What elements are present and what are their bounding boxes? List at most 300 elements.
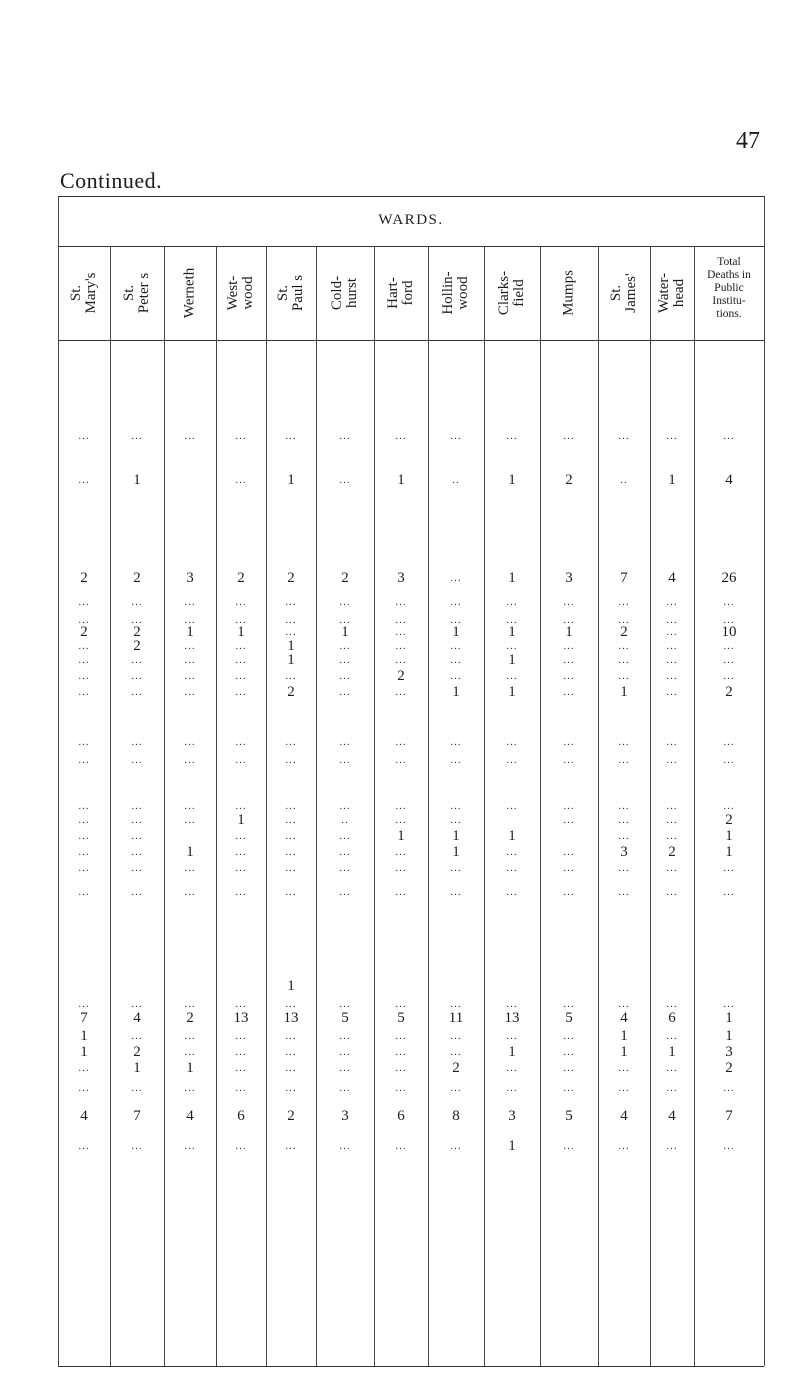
table-cell: ...: [666, 1062, 678, 1074]
table-cell: ...: [395, 846, 407, 858]
table-cell: ...: [395, 686, 407, 698]
table-cell: 13: [283, 1010, 299, 1026]
table-cell: ...: [723, 640, 735, 652]
table-cell: ...: [285, 814, 297, 826]
table-cell: 4: [620, 1010, 628, 1026]
column-header-label: St. Peter s: [121, 272, 152, 314]
table-cell: ...: [235, 640, 247, 652]
table-cell: 5: [397, 1010, 405, 1026]
table-cell: ...: [450, 654, 462, 666]
table-cell: ...: [450, 430, 462, 442]
table-cell: ...: [450, 886, 462, 898]
table-cell: 13: [233, 1010, 249, 1026]
column-header-label: Werneth: [181, 267, 198, 319]
column-header-9: [540, 248, 598, 338]
table-cell: ...: [235, 754, 247, 766]
table-cell: ...: [395, 736, 407, 748]
table-cell: ...: [506, 596, 518, 608]
table-cell: ...: [450, 800, 462, 812]
table-cell: ...: [723, 654, 735, 666]
table-cell: ...: [666, 1030, 678, 1042]
table-cell: ...: [666, 800, 678, 812]
table-cell: ...: [618, 640, 630, 652]
table-cell: ...: [184, 998, 196, 1010]
table-cell: ...: [285, 1046, 297, 1058]
column-header-6: [374, 248, 428, 338]
table-cell: ...: [563, 862, 575, 874]
table-cell: 1: [452, 684, 460, 700]
table-cell: ...: [339, 754, 351, 766]
table-cell: 1: [508, 624, 516, 640]
table-cell: 1: [397, 472, 405, 488]
table-cell: ...: [131, 800, 143, 812]
table-cell: ...: [184, 640, 196, 652]
table-cell: ...: [563, 814, 575, 826]
table-cell: ...: [506, 846, 518, 858]
table-cell: ...: [666, 862, 678, 874]
table-cell: ...: [285, 596, 297, 608]
table-cell: 1: [620, 1044, 628, 1060]
table-cell: ...: [131, 686, 143, 698]
table-cell: ...: [506, 640, 518, 652]
column-header-label: Cold- hurst: [329, 275, 360, 311]
table-cell: ...: [285, 886, 297, 898]
table-cell: 2: [133, 1044, 141, 1060]
table-cell: ...: [395, 596, 407, 608]
table-cell: ...: [285, 1062, 297, 1074]
table-cell: ...: [131, 596, 143, 608]
table-cell: ...: [618, 1062, 630, 1074]
table-cell: ...: [131, 754, 143, 766]
table-cell: 2: [80, 570, 88, 586]
table-cell: 1: [508, 828, 516, 844]
column-header-label: West- wood: [225, 275, 256, 311]
table-cell: ...: [339, 614, 351, 626]
table-cell: ...: [506, 886, 518, 898]
table-cell: ...: [563, 654, 575, 666]
table-cell: 1: [287, 638, 295, 654]
table-cell: ...: [395, 886, 407, 898]
table-cell: ...: [235, 830, 247, 842]
table-cell: 13: [504, 1010, 520, 1026]
table-cell: ...: [723, 430, 735, 442]
table-cell: ...: [235, 474, 247, 486]
table-cell: ...: [235, 686, 247, 698]
table-cell: 1: [133, 1060, 141, 1076]
table-cell: 1: [725, 828, 733, 844]
table-cell: ...: [395, 614, 407, 626]
table-cell: 10: [721, 624, 737, 640]
table-cell: 1: [508, 684, 516, 700]
table-cell: 4: [80, 1108, 88, 1124]
table-cell: ..: [620, 474, 628, 486]
table-cell: ...: [339, 998, 351, 1010]
table-cell: 1: [508, 472, 516, 488]
table-cell: 1: [620, 1028, 628, 1044]
table-cell: ...: [666, 614, 678, 626]
table-cell: 2: [237, 570, 245, 586]
table-cell: 3: [620, 844, 628, 860]
table-cell: 2: [725, 812, 733, 828]
table-cell: ...: [339, 1062, 351, 1074]
table-cell: ...: [666, 686, 678, 698]
table-cell: ...: [395, 862, 407, 874]
column-header-3: [216, 248, 266, 338]
table-cell: ...: [235, 862, 247, 874]
table-cell: ...: [78, 1082, 90, 1094]
table-cell: 26: [721, 570, 737, 586]
table-cell: ...: [131, 430, 143, 442]
table-cell: ...: [395, 654, 407, 666]
table-cell: ...: [131, 814, 143, 826]
table-cell: 7: [133, 1108, 141, 1124]
table-cell: ...: [78, 1062, 90, 1074]
table-cell: ...: [339, 830, 351, 842]
table-cell: ...: [235, 736, 247, 748]
table-cell: ...: [723, 670, 735, 682]
table-cell: ...: [235, 1062, 247, 1074]
table-cell: 2: [341, 570, 349, 586]
table-cell: ...: [723, 800, 735, 812]
table-cell: ...: [618, 614, 630, 626]
table-cell: 2: [287, 1108, 295, 1124]
table-cell: ...: [285, 846, 297, 858]
table-cell: ...: [131, 846, 143, 858]
table-cell: 1: [80, 1028, 88, 1044]
table-cell: ...: [235, 846, 247, 858]
table-cell: 2: [668, 844, 676, 860]
table-cell: ...: [395, 626, 407, 638]
table-cell: 2: [133, 570, 141, 586]
table-cell: ...: [450, 754, 462, 766]
table-cell: ...: [450, 1030, 462, 1042]
table-cell: ...: [506, 1030, 518, 1042]
table-cell: ...: [78, 814, 90, 826]
table-cell: ...: [184, 862, 196, 874]
column-header-7: [428, 248, 484, 338]
table-cell: 3: [508, 1108, 516, 1124]
table-cell: ...: [339, 1082, 351, 1094]
column-header-label: Hollin- wood: [440, 271, 471, 315]
table-cell: ...: [563, 1030, 575, 1042]
table-cell: ...: [563, 1082, 575, 1094]
table-cell: ...: [131, 736, 143, 748]
column-header-label: Water- head: [656, 272, 687, 314]
table-right-rule: [764, 196, 765, 1366]
table-cell: ...: [131, 830, 143, 842]
table-cell: ...: [184, 1140, 196, 1152]
table-cell: ...: [563, 800, 575, 812]
table-cell: ...: [563, 596, 575, 608]
table-cell: ...: [563, 754, 575, 766]
table-cell: ...: [285, 862, 297, 874]
column-header-label: Mumps: [560, 270, 577, 316]
table-cell: ...: [723, 862, 735, 874]
table-cell: 1: [452, 624, 460, 640]
table-cell: ...: [285, 830, 297, 842]
table-cell: 1: [725, 1010, 733, 1026]
table-cell: ...: [235, 886, 247, 898]
table-cell: 2: [186, 1010, 194, 1026]
table-cell: ...: [506, 670, 518, 682]
table-cell: 3: [397, 570, 405, 586]
table-cell: ...: [78, 800, 90, 812]
table-cell: ...: [184, 670, 196, 682]
table-cell: ...: [131, 614, 143, 626]
table-cell: ..: [452, 474, 460, 486]
table-cell: 1: [508, 1044, 516, 1060]
table-cell: 2: [620, 624, 628, 640]
table-cell: ...: [450, 862, 462, 874]
table-cell: ...: [78, 736, 90, 748]
table-cell: ...: [339, 640, 351, 652]
table-cell: 1: [452, 828, 460, 844]
table-cell: 4: [186, 1108, 194, 1124]
table-cell: ...: [285, 736, 297, 748]
table-cell: ...: [563, 998, 575, 1010]
table-cell: ...: [285, 800, 297, 812]
table-cell: ...: [450, 596, 462, 608]
table-cell: 5: [565, 1108, 573, 1124]
table-cell: 2: [133, 624, 141, 640]
table-cell: ...: [450, 998, 462, 1010]
table-cell: ...: [184, 1046, 196, 1058]
table-cell: 1: [668, 1044, 676, 1060]
table-cell: 4: [668, 570, 676, 586]
table-cell: ...: [339, 654, 351, 666]
table-cell: ...: [563, 1062, 575, 1074]
column-header-1: [110, 248, 164, 338]
table-cell: ...: [235, 430, 247, 442]
continued-label: Continued.: [60, 168, 163, 193]
table-cell: ...: [723, 754, 735, 766]
table-cell: ...: [339, 430, 351, 442]
table-cell: ...: [339, 862, 351, 874]
table-cell: ...: [723, 1140, 735, 1152]
table-cell: ...: [563, 686, 575, 698]
table-cell: 1: [508, 652, 516, 668]
table-cell: ...: [666, 886, 678, 898]
column-rule: [650, 246, 651, 1366]
table-cell: ...: [666, 670, 678, 682]
wards-deaths-table: [58, 196, 764, 1368]
table-cell: 1: [237, 812, 245, 828]
table-cell: ...: [723, 886, 735, 898]
column-header-2: [164, 248, 216, 338]
table-cell: ...: [563, 846, 575, 858]
table-cell: ...: [184, 1030, 196, 1042]
table-cell: ...: [563, 430, 575, 442]
table-cell: ...: [618, 800, 630, 812]
table-cell: ...: [285, 998, 297, 1010]
table-cell: ...: [235, 654, 247, 666]
table-cell: ...: [395, 998, 407, 1010]
table-cell: ...: [395, 814, 407, 826]
table-cell: ...: [666, 1140, 678, 1152]
table-cell: ...: [131, 1140, 143, 1152]
table-cell: 3: [186, 570, 194, 586]
table-cell: ...: [666, 754, 678, 766]
table-cell: 1: [287, 472, 295, 488]
table-cell: ...: [285, 754, 297, 766]
table-cell: ...: [184, 736, 196, 748]
table-cell: 1: [341, 624, 349, 640]
table-cell: ...: [131, 1082, 143, 1094]
table-cell: ...: [395, 754, 407, 766]
table-cell: 4: [725, 472, 733, 488]
table-cell: ...: [506, 1062, 518, 1074]
table-cell: ...: [285, 626, 297, 638]
table-cell: 1: [287, 978, 295, 994]
table-cell: ...: [339, 736, 351, 748]
column-header-label: Hart- ford: [385, 277, 416, 309]
column-rule: [484, 246, 485, 1366]
table-cell: ...: [78, 430, 90, 442]
table-cell: ...: [563, 614, 575, 626]
column-rule: [316, 246, 317, 1366]
table-cell: ...: [450, 736, 462, 748]
column-rule: [110, 246, 111, 1366]
table-cell: ...: [339, 1030, 351, 1042]
table-cell: ...: [618, 736, 630, 748]
table-cell: ...: [666, 830, 678, 842]
table-cell: 4: [620, 1108, 628, 1124]
table-cell: ...: [78, 754, 90, 766]
table-cell: 1: [186, 624, 194, 640]
table-cell: ...: [666, 640, 678, 652]
table-cell: ...: [395, 1046, 407, 1058]
table-cell: 1: [287, 652, 295, 668]
page-number: 47: [736, 128, 760, 154]
column-header-8: [484, 248, 540, 338]
table-cell: ...: [618, 830, 630, 842]
table-cell: ...: [666, 596, 678, 608]
table-cell: ...: [395, 640, 407, 652]
table-cell: ...: [184, 596, 196, 608]
table-cell: 2: [565, 472, 573, 488]
table-cell: 1: [397, 828, 405, 844]
table-cell: ...: [506, 754, 518, 766]
table-cell: 1: [80, 1044, 88, 1060]
table-cell: ...: [339, 886, 351, 898]
table-cell: ...: [78, 1140, 90, 1152]
table-cell: ...: [666, 998, 678, 1010]
table-cell: ...: [285, 614, 297, 626]
table-cell: ...: [618, 862, 630, 874]
table-cell: ...: [618, 998, 630, 1010]
table-cell: ...: [131, 670, 143, 682]
table-cell: ...: [618, 1082, 630, 1094]
table-cell: 8: [452, 1108, 460, 1124]
table-cell: ...: [666, 736, 678, 748]
table-cell: ...: [235, 670, 247, 682]
table-cell: ...: [184, 614, 196, 626]
table-cell: ...: [395, 1030, 407, 1042]
table-cell: ...: [395, 1082, 407, 1094]
table-cell: ...: [666, 654, 678, 666]
table-cell: ...: [131, 1030, 143, 1042]
table-cell: ...: [285, 670, 297, 682]
table-cell: 1: [452, 844, 460, 860]
total-deaths-header: Total Deaths in Public Institu- tions.: [707, 256, 751, 320]
table-cell: ...: [618, 814, 630, 826]
table-cell: ...: [666, 430, 678, 442]
table-cell: ...: [563, 670, 575, 682]
table-cell: ...: [78, 670, 90, 682]
table-cell: 2: [725, 684, 733, 700]
table-cell: ...: [666, 1082, 678, 1094]
table-cell: 3: [341, 1108, 349, 1124]
table-cell: ...: [78, 830, 90, 842]
column-rule: [428, 246, 429, 1366]
table-cell: 1: [186, 844, 194, 860]
table-cell: ...: [184, 430, 196, 442]
table-cell: 2: [725, 1060, 733, 1076]
table-cell: 1: [668, 472, 676, 488]
table-cell: ...: [666, 626, 678, 638]
wards-title: WARDS.: [378, 212, 444, 228]
table-cell: ...: [78, 686, 90, 698]
table-cell: ...: [618, 654, 630, 666]
table-cell: ...: [723, 736, 735, 748]
column-header-label: St. James': [608, 273, 639, 313]
table-cell: ...: [506, 800, 518, 812]
table-cell: ...: [235, 596, 247, 608]
table-cell: ...: [563, 1046, 575, 1058]
table-cell: 4: [133, 1010, 141, 1026]
table-cell: ...: [339, 1046, 351, 1058]
table-cell: ...: [184, 886, 196, 898]
table-cell: 6: [668, 1010, 676, 1026]
table-cell: ...: [131, 886, 143, 898]
column-header-11: [650, 248, 694, 338]
table-cell: ...: [131, 998, 143, 1010]
table-cell: ...: [506, 862, 518, 874]
table-cell: ...: [184, 754, 196, 766]
table-cell: ...: [450, 814, 462, 826]
table-cell: 1: [565, 624, 573, 640]
table-cell: ...: [450, 1046, 462, 1058]
table-cell: 7: [80, 1010, 88, 1026]
table-cell: ...: [666, 814, 678, 826]
column-rule: [540, 246, 541, 1366]
table-cell: ...: [184, 1082, 196, 1094]
column-rule: [164, 246, 165, 1366]
table-cell: ...: [339, 670, 351, 682]
table-cell: ...: [563, 1140, 575, 1152]
table-cell: ...: [563, 736, 575, 748]
table-cell: 4: [668, 1108, 676, 1124]
table-cell: ...: [235, 1030, 247, 1042]
table-cell: 2: [287, 684, 295, 700]
table-cell: ...: [339, 474, 351, 486]
table-cell: ...: [450, 614, 462, 626]
table-cell: 3: [725, 1044, 733, 1060]
table-cell: ...: [235, 800, 247, 812]
table-cell: ...: [506, 1082, 518, 1094]
table-cell: ...: [78, 474, 90, 486]
table-cell: ...: [723, 614, 735, 626]
table-cell: ...: [618, 754, 630, 766]
table-cell: ...: [450, 572, 462, 584]
table-cell: ...: [723, 998, 735, 1010]
table-cell: ...: [285, 1030, 297, 1042]
table-cell: 6: [237, 1108, 245, 1124]
table-cell: ...: [184, 814, 196, 826]
column-rule: [266, 246, 267, 1366]
table-cell: ...: [395, 1062, 407, 1074]
table-cell: ...: [78, 846, 90, 858]
